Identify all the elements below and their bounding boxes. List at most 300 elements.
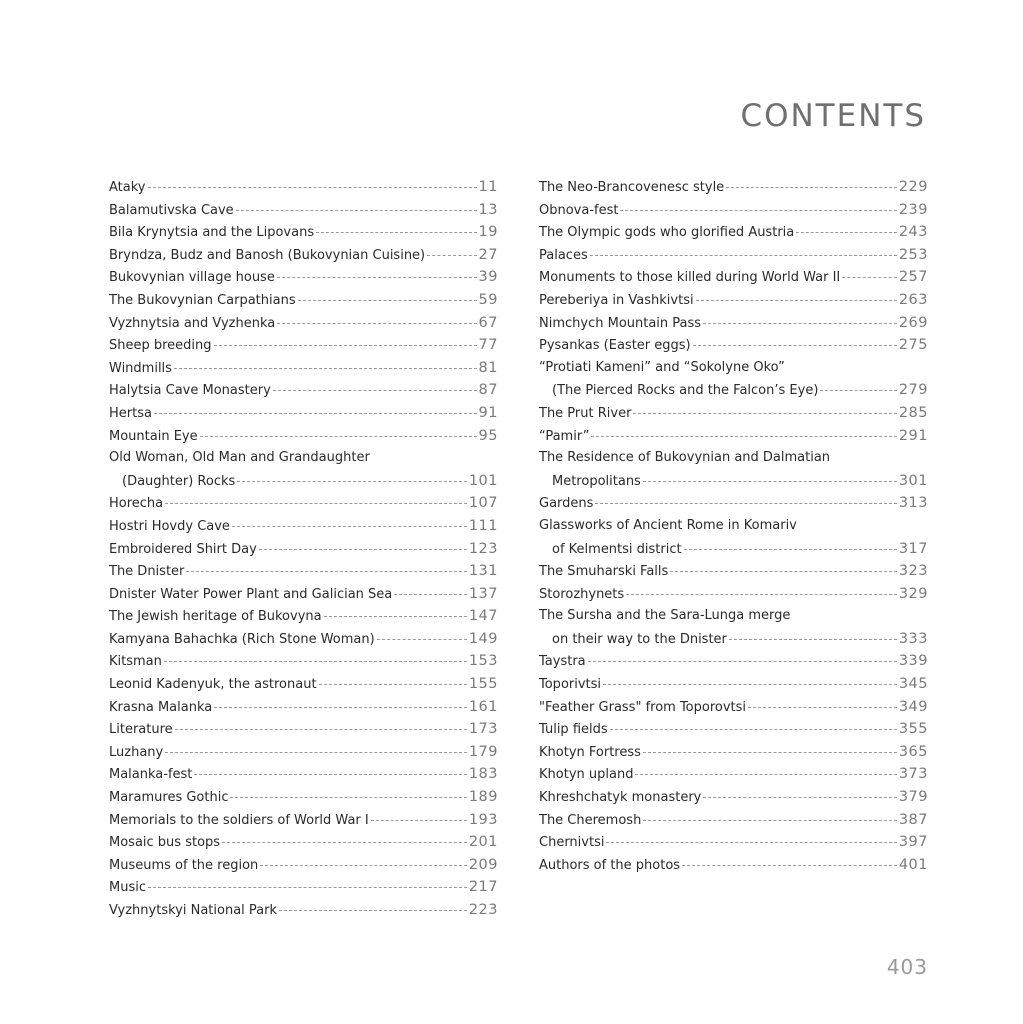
toc-entry-line [539, 854, 928, 877]
toc-entry-title: Malanka-fest [109, 767, 193, 783]
toc-entry-title: The Jewish heritage of Bukovyna [109, 609, 322, 625]
toc-entry [539, 696, 928, 719]
toc-entry [109, 583, 498, 606]
toc-entry-title: Luzhany [109, 744, 164, 760]
toc-entry [539, 741, 928, 764]
toc-entry-title: Balamutivska Cave [109, 202, 234, 218]
toc-entry-title: Kamyana Bahachka (Rich Stone Woman) [109, 631, 375, 647]
toc-entry-title: Bukovynian village house [109, 270, 275, 286]
toc-page-number: 313 [898, 495, 928, 512]
toc-entry-title: Nimchych Mountain Pass [539, 315, 702, 331]
dot-leader [175, 729, 467, 730]
toc-page-number: 339 [898, 653, 928, 670]
toc-entry-title-continued [109, 470, 498, 493]
toc-entry-title: Memorials to the soldiers of World War I [109, 812, 369, 828]
toc-page-number: 279 [898, 382, 928, 399]
toc-entry-line [109, 199, 498, 222]
toc-entry-line [539, 289, 928, 312]
toc-entry-line [109, 831, 498, 854]
toc-entry-title: Ataky [109, 180, 146, 195]
toc-entry-line [109, 741, 498, 764]
toc-entry-title: The Bukovynian Carpathians [109, 292, 296, 308]
toc-entry [109, 266, 498, 289]
toc-page-number: 147 [468, 608, 498, 625]
toc-page-number: 87 [478, 382, 498, 399]
toc-page-number: 107 [468, 495, 498, 512]
toc-page-number: 131 [468, 563, 498, 580]
dot-leader [324, 616, 467, 617]
toc-page-number: 13 [478, 201, 498, 218]
toc-entry [539, 176, 928, 199]
toc-entry-line [539, 696, 928, 719]
toc-entry-line [539, 425, 928, 448]
dot-leader [174, 368, 477, 369]
dot-leader [394, 594, 467, 595]
toc-entry-title: Toporivtsi [539, 677, 602, 693]
toc-entry-title: Sheep breeding [109, 338, 212, 354]
toc-entry [109, 809, 498, 832]
toc-entry-line [109, 696, 498, 719]
toc-entry-title-continuation: Metropolitans [552, 473, 641, 489]
toc-entry-line [539, 763, 928, 786]
toc-entry-line [109, 763, 498, 786]
toc-page-number: 39 [478, 269, 498, 286]
toc-page-number: 349 [898, 698, 928, 715]
toc-entry-line [109, 718, 498, 741]
toc-entry-title-continued [539, 628, 928, 651]
toc-page-number: 217 [468, 879, 498, 896]
toc-entry-title: Taystra [539, 654, 586, 670]
toc-entry-title: Storozhynets [539, 586, 625, 602]
toc-entry-title: The Dnister [109, 564, 185, 580]
toc-page-number: 387 [898, 811, 928, 828]
toc-page-number: 59 [478, 291, 498, 308]
toc-entry-title: Hertsa [109, 405, 152, 421]
toc-entry [109, 334, 498, 357]
toc-page-number: 269 [898, 314, 928, 331]
toc-entry [539, 763, 928, 786]
toc-page-number: 19 [478, 224, 498, 241]
toc-entry-title-line [539, 605, 928, 628]
toc-page-number: 285 [898, 404, 928, 421]
toc-entry-title: Mosaic bus stops [109, 835, 221, 851]
toc-entry-title: Embroidered Shirt Day [109, 541, 257, 557]
toc-entry-title: Khotyn upland [539, 767, 634, 783]
toc-entry-line [539, 176, 928, 199]
toc-entry-title: Monuments to those killed during World War II [539, 270, 841, 286]
toc-entry-title-continuation: of Kelmentsi district [552, 541, 682, 557]
toc-page-number: 183 [468, 766, 498, 783]
toc-entry [539, 447, 928, 492]
toc-entry-title: “Protiati Kameni” and “Sokolyne Oko” [539, 359, 785, 375]
toc-entry [539, 199, 928, 222]
dot-leader [726, 187, 897, 188]
toc-entry-title: Obnova-fest [539, 202, 619, 218]
toc-entry-line [109, 560, 498, 583]
toc-page-number: 323 [898, 563, 928, 580]
toc-page-number: 401 [898, 856, 928, 873]
toc-entry [109, 425, 498, 448]
toc-entry-line [109, 650, 498, 673]
toc-entry [109, 402, 498, 425]
contents-column-left [109, 176, 498, 922]
toc-page-number: 67 [478, 314, 498, 331]
toc-entry-line [539, 312, 928, 335]
dot-leader [682, 865, 897, 866]
toc-entry-title: Palaces [539, 247, 588, 263]
toc-entry-title: Bryndza, Budz and Banosh (Bukovynian Cuisine) [109, 247, 426, 263]
dot-leader [820, 390, 896, 391]
toc-entry-title: Chernivtsi [539, 835, 605, 851]
dot-leader [377, 639, 467, 640]
toc-entry-line [109, 289, 498, 312]
dot-leader [316, 232, 476, 233]
toc-entry-line [109, 379, 498, 402]
dot-leader [595, 503, 896, 504]
toc-entry [109, 786, 498, 809]
toc-page-number: 189 [468, 789, 498, 806]
toc-page-number: 301 [898, 472, 928, 489]
dot-leader [222, 842, 467, 843]
toc-entry-line [539, 741, 928, 764]
toc-entry-line [539, 718, 928, 741]
toc-entry-line [539, 199, 928, 222]
dot-leader [165, 752, 467, 753]
toc-page-number: 91 [478, 404, 498, 421]
toc-page-number: 229 [898, 179, 928, 195]
toc-page-number: 27 [478, 246, 498, 263]
toc-entry-line [109, 515, 498, 538]
dot-leader [703, 797, 896, 798]
toc-page-number: 201 [468, 834, 498, 851]
dot-leader [186, 571, 466, 572]
toc-entry-line [539, 221, 928, 244]
toc-entry-title: “Pamir” [539, 428, 590, 444]
toc-entry [539, 515, 928, 560]
toc-entry-line [539, 334, 928, 357]
toc-page-number: 263 [898, 291, 928, 308]
toc-entry-line [109, 538, 498, 561]
toc-page-number: 243 [898, 224, 928, 241]
toc-entry [539, 402, 928, 425]
toc-entry [539, 312, 928, 335]
toc-entry [109, 538, 498, 561]
toc-entry-title-continuation: (The Pierced Rocks and the Falcon’s Eye) [552, 383, 819, 399]
toc-entry-line [539, 673, 928, 696]
toc-page-number: 153 [468, 653, 498, 670]
dot-leader [842, 277, 897, 278]
dot-leader [606, 842, 896, 843]
dot-leader [643, 752, 897, 753]
toc-entry [539, 289, 928, 312]
toc-entry-title-continued [539, 538, 928, 561]
toc-entry-title: Pysankas (Easter eggs) [539, 338, 691, 354]
toc-entry [539, 425, 928, 448]
toc-entry [539, 786, 928, 809]
toc-entry [539, 718, 928, 741]
toc-entry-line [109, 402, 498, 425]
toc-entry [109, 605, 498, 628]
toc-entry-line [109, 628, 498, 651]
toc-entry-title: Glassworks of Ancient Rome in Komariv [539, 517, 797, 533]
toc-entry-title: Mountain Eye [109, 428, 198, 444]
dot-leader [237, 481, 467, 482]
toc-page-number: 81 [478, 359, 498, 376]
dot-leader [277, 277, 477, 278]
toc-entry [539, 334, 928, 357]
toc-entry [109, 447, 498, 492]
dot-leader [259, 549, 467, 550]
toc-entry-title-line [539, 447, 928, 470]
dot-leader [164, 661, 467, 662]
toc-entry-title-continued [539, 470, 928, 493]
toc-entry [539, 244, 928, 267]
toc-entry-title: Vyzhnytskyi National Park [109, 903, 278, 918]
toc-page-number: 257 [898, 269, 928, 286]
toc-entry [539, 357, 928, 402]
dot-leader [748, 707, 897, 708]
toc-page-number: 253 [898, 246, 928, 263]
toc-entry [109, 741, 498, 764]
toc-entry-line [539, 831, 928, 854]
toc-entry-title: The Sursha and the Sara-Lunga merge [539, 608, 791, 624]
dot-leader [154, 413, 477, 414]
toc-entry-line [109, 312, 498, 335]
toc-entry-line [109, 583, 498, 606]
toc-entry-line [539, 402, 928, 425]
toc-entry-line [109, 357, 498, 380]
toc-entry-line [109, 244, 498, 267]
toc-entry-title: Leonid Kadenyuk, the astronaut [109, 677, 317, 693]
dot-leader [684, 549, 897, 550]
toc-page-number: 355 [898, 721, 928, 738]
toc-entry-title: Hostri Hovdy Cave [109, 518, 230, 534]
toc-page-number: 11 [478, 179, 498, 195]
toc-entry-title-continuation: (Daughter) Rocks [122, 473, 236, 489]
toc-entry [109, 560, 498, 583]
dot-leader [696, 300, 897, 301]
toc-page-number: 291 [898, 427, 928, 444]
toc-entry-title: Windmills [109, 360, 172, 376]
dot-leader [260, 865, 467, 866]
toc-entry-title-line [539, 357, 928, 380]
toc-entry-title: The Smuharski Falls [539, 564, 669, 580]
toc-entry-title-continued [539, 379, 928, 402]
toc-page-number: 101 [468, 472, 498, 489]
dot-leader [214, 707, 467, 708]
dot-leader [165, 503, 467, 504]
toc-entry [539, 221, 928, 244]
toc-entry [539, 650, 928, 673]
toc-entry [539, 492, 928, 515]
toc-entry-title-line [539, 515, 928, 538]
dot-leader [148, 187, 477, 188]
dot-leader [591, 436, 896, 437]
dot-leader [635, 774, 896, 775]
toc-entry [109, 628, 498, 651]
toc-entry [109, 673, 498, 696]
toc-entry-title: Pereberiya in Vashkivtsi [539, 292, 694, 308]
toc-entry [539, 583, 928, 606]
toc-entry-line [109, 786, 498, 809]
toc-entry-line [539, 583, 928, 606]
toc-entry [539, 266, 928, 289]
dot-leader [643, 481, 897, 482]
toc-entry [539, 673, 928, 696]
toc-entry [109, 515, 498, 538]
toc-entry-line [539, 650, 928, 673]
toc-entry-title: Maramures Gothic [109, 790, 229, 806]
toc-page-number: 77 [478, 337, 498, 354]
toc-page-number: 123 [468, 540, 498, 557]
dot-leader [319, 684, 467, 685]
toc-page-number: 137 [468, 585, 498, 602]
toc-entry-title: Museums of the region [109, 857, 259, 873]
toc-entry [109, 244, 498, 267]
dot-leader [796, 232, 897, 233]
dot-leader [620, 210, 896, 211]
toc-entry-line [539, 809, 928, 832]
toc-entry-title: Horecha [109, 496, 164, 512]
toc-entry [109, 650, 498, 673]
toc-entry [109, 831, 498, 854]
toc-page-number: 161 [468, 698, 498, 715]
toc-entry [109, 492, 498, 515]
dot-leader [603, 684, 897, 685]
dot-leader [236, 210, 477, 211]
toc-page-number: 373 [898, 766, 928, 783]
toc-entry [109, 718, 498, 741]
toc-entry-line [109, 673, 498, 696]
dot-leader [273, 390, 477, 391]
toc-entry [109, 696, 498, 719]
toc-entry [109, 854, 498, 877]
toc-entry-title-line [109, 447, 498, 470]
toc-entry [539, 831, 928, 854]
toc-page-number: 111 [468, 517, 498, 534]
toc-entry-title: The Olympic gods who glorified Austria [539, 225, 795, 241]
toc-page-number: 209 [468, 856, 498, 873]
toc-entry-title: Authors of the photos [539, 857, 681, 873]
toc-entry-title: Bila Krynytsia and the Lipovans [109, 225, 315, 241]
toc-entry [109, 312, 498, 335]
toc-entry-title: Halytsia Cave Monastery [109, 383, 271, 399]
toc-page-number: 379 [898, 789, 928, 806]
toc-page-number: 365 [898, 743, 928, 760]
toc-entry-line [109, 809, 498, 832]
toc-entry [109, 176, 498, 199]
toc-page-number: 345 [898, 676, 928, 693]
toc-entry-title: The Neo-Brancovenesc style [539, 180, 725, 195]
dot-leader [277, 323, 476, 324]
dot-leader [371, 820, 467, 821]
dot-leader [298, 300, 477, 301]
toc-entry-title: Vyzhnytsia and Vyzhenka [109, 315, 276, 331]
toc-page-number: 329 [898, 585, 928, 602]
toc-entry-line [539, 266, 928, 289]
toc-entry-title: Khotyn Fortress [539, 744, 641, 760]
toc-entry-line [109, 876, 498, 899]
dot-leader [670, 571, 897, 572]
dot-leader [693, 345, 897, 346]
toc-entry [109, 876, 498, 899]
toc-entry-title: The Prut River [539, 405, 632, 421]
dot-leader [230, 797, 466, 798]
dot-leader [590, 255, 897, 256]
toc-page-number: 223 [468, 902, 498, 918]
toc-page-number: 333 [898, 630, 928, 647]
toc-entry-line [109, 425, 498, 448]
toc-entry [109, 357, 498, 380]
toc-page-number: 239 [898, 201, 928, 218]
toc-page-number: 179 [468, 743, 498, 760]
dot-leader [200, 436, 477, 437]
dot-leader [588, 661, 897, 662]
toc-entry-line [109, 266, 498, 289]
toc-entry [109, 221, 498, 244]
toc-page-number: 95 [478, 427, 498, 444]
dot-leader [148, 887, 467, 888]
dot-leader [427, 255, 476, 256]
dot-leader [729, 639, 897, 640]
toc-entry-title-continuation: on their way to the Dnister [552, 631, 727, 647]
toc-entry-line [539, 786, 928, 809]
toc-entry [109, 289, 498, 312]
dot-leader [279, 910, 467, 911]
toc-entry [109, 379, 498, 402]
toc-entry [539, 605, 928, 650]
toc-entry-title: Tulip fields [539, 722, 608, 738]
toc-entry-line [109, 492, 498, 515]
dot-leader [643, 820, 897, 821]
toc-page-number: 317 [898, 540, 928, 557]
toc-entry [539, 809, 928, 832]
dot-leader [232, 526, 467, 527]
toc-entry-title: The Residence of Bukovynian and Dalmatian [539, 450, 831, 466]
page-title: CONTENTS [740, 98, 926, 134]
toc-page-number: 173 [468, 721, 498, 738]
dot-leader [610, 729, 897, 730]
toc-entry-line [539, 492, 928, 515]
toc-entry-line [109, 854, 498, 877]
toc-entry-line [109, 605, 498, 628]
toc-entry [539, 560, 928, 583]
toc-entry-line [539, 244, 928, 267]
toc-page-number: 193 [468, 811, 498, 828]
toc-entry-line [109, 221, 498, 244]
toc-entry [109, 763, 498, 786]
page-number: 403 [886, 955, 928, 979]
toc-entry [539, 854, 928, 877]
dot-leader [214, 345, 477, 346]
toc-page-number: 275 [898, 337, 928, 354]
toc-entry-title: Dnister Water Power Plant and Galician Sea [109, 586, 393, 602]
toc-page-number: 149 [468, 630, 498, 647]
contents-column-right [539, 176, 928, 876]
toc-entry-line [539, 560, 928, 583]
toc-page-number: 155 [468, 676, 498, 693]
dot-leader [633, 413, 896, 414]
toc-entry-title: Kitsman [109, 654, 162, 670]
dot-leader [194, 774, 466, 775]
toc-entry-title: Krasna Malanka [109, 699, 213, 715]
toc-entry-title: Music [109, 880, 146, 896]
toc-entry [109, 899, 498, 922]
toc-page-number: 397 [898, 834, 928, 851]
toc-entry-title: Gardens [539, 496, 594, 512]
toc-entry-title: Khreshchatyk monastery [539, 790, 702, 806]
toc-entry [109, 199, 498, 222]
